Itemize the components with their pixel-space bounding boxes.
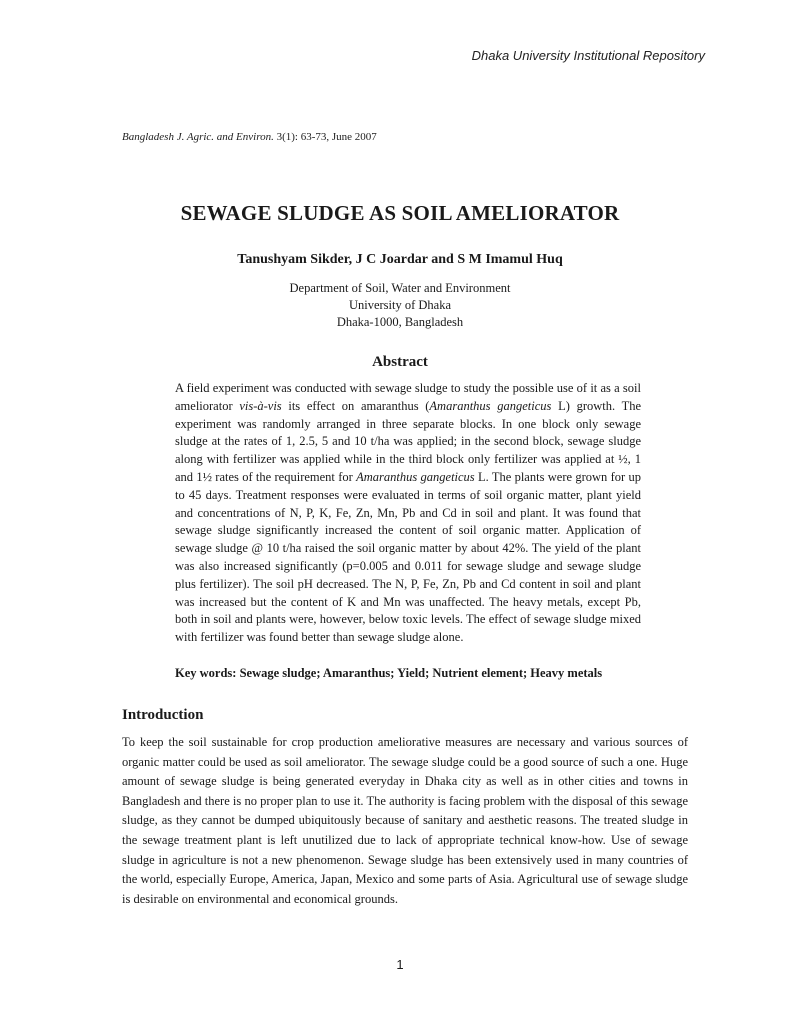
keywords: Key words: Sewage sludge; Amaranthus; Yield; Nutrient element; Heavy metals	[175, 666, 603, 680]
repository-header: Dhaka University Institutional Repository	[471, 48, 705, 63]
abstract-italic-2: Amaranthus gangeticus	[429, 398, 552, 413]
affiliation-address: Dhaka-1000, Bangladesh	[336, 315, 464, 329]
paper-title: SEWAGE SLUDGE AS SOIL AMELIORATOR	[180, 201, 620, 225]
abstract-part-2: its effect on amaranthus (	[281, 398, 430, 413]
page-number: 1	[396, 957, 404, 972]
journal-citation	[122, 131, 377, 143]
introduction-heading: Introduction	[122, 707, 204, 723]
affiliation-department: Department of Soil, Water and Environment	[289, 281, 511, 295]
journal-volume-info: 3(1): 63-73, June 2007	[273, 131, 377, 143]
abstract-part-4: L. The plants were grown for up to 45 days. Treatment responses were evaluated in terms of soil organic matter, plant yield and concentrations of N, P, K, Fe, Zn, Mn, Pb and Cd in soil and plant. It was found that sewage sludge significantly increased the content of soil organic matter. Application of sewage sludge @ 10 t/ha raised the soil organic matter by about 42%. The yield of the plant was also increased significantly (p=0.005 and 0.011 for sewage sludge and sewage sludge plus fertilizer). The soil pH decreased. The N, P, Fe, Zn, Pb and Cd content in soil and plant was increased but the content of K and Mn was unaffected. The heavy metals, except Pb, both in soil and plants were, however, below toxic levels. The effect of sewage sludge mixed with fertilizer was found better than sewage sludge alone.	[175, 469, 641, 645]
abstract-italic-1: vis-à-vis	[239, 398, 282, 413]
affiliation	[0, 280, 800, 331]
journal-name: Bangladesh J. Agric. and Environ.	[122, 131, 274, 143]
abstract-part-3: L) growth. The experiment was randomly arranged in three separate blocks. In one block only sewage sludge at the rates of 1, 2.5, 5 and 10 t/ha was applied; in the second block, sewage sludge along with fertilizer was applied while in the third block only fertilizer was applied at ½, 1 and 1½ rates of the requirement for	[175, 398, 641, 484]
affiliation-university: University of Dhaka	[348, 298, 452, 312]
abstract-italic-3: Amaranthus gangeticus	[356, 469, 475, 484]
abstract-part-1: A field experiment was conducted with sewage sludge to study the possible use of it as a soil ameliorator	[175, 381, 641, 413]
introduction-text: To keep the soil sustainable for crop production ameliorative measures are necessary and various sources of organic matter could be used as soil ameliorator. The sewage sludge could be a good source of such a one. Huge amount of sewage sludge is being generated everyday in Dhaka city as well as in other cities and towns in Bangladesh and there is no proper plan to use it. The authority is facing problem with the disposal of this sewage sludge, as they cannot be dumped ubiquitously because of sanitary and aesthetic reasons. The treated sludge in the sewage treatment plant is left unutilized due to lack of appropriate technical know-how. Use of sewage sludge in agriculture is not a new phenomenon. Sewage sludge has been extensively used in many countries of the world, especially Europe, America, Japan, Mexico and some parts of Asia. Agricultural use of sewage sludge is desirable on environmental and economical grounds.	[122, 735, 688, 906]
abstract-text	[175, 380, 641, 647]
author-list: Tanushyam Sikder, J C Joardar and S M Imamul Huq	[237, 252, 563, 267]
abstract-heading: Abstract	[372, 354, 428, 370]
